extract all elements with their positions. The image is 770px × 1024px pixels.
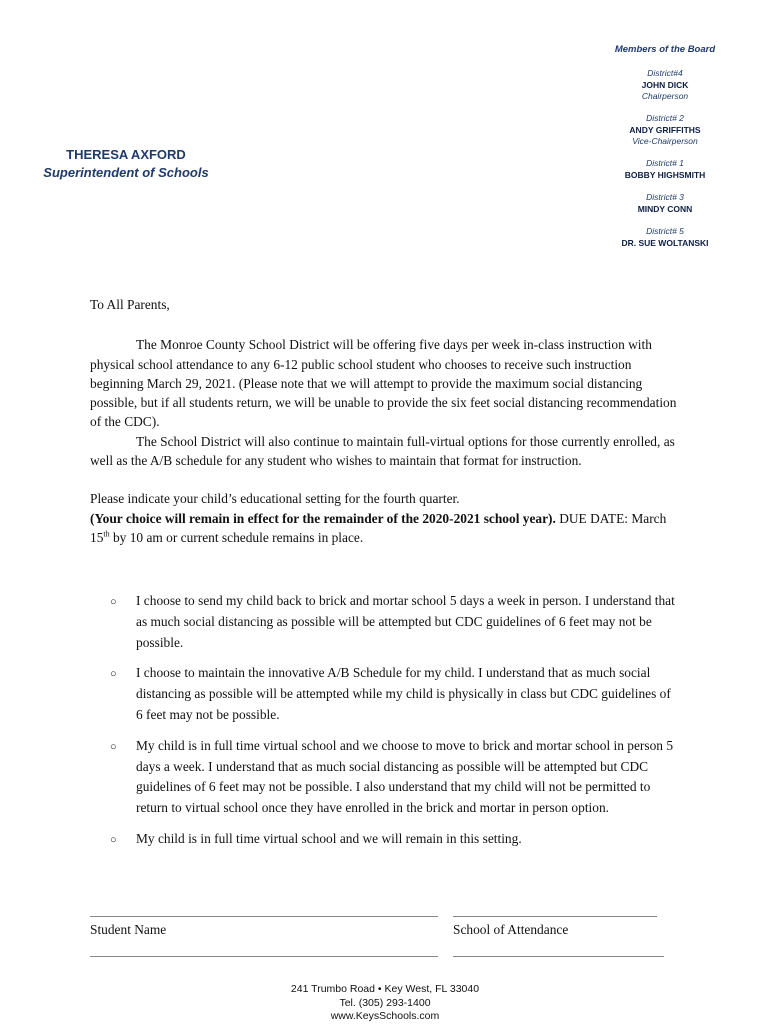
school-label: School of Attendance [453,922,569,937]
member-district: District# 1 [646,158,684,168]
member-role: Chairperson [641,91,689,101]
instruction-line: Please indicate your child’s educational setting for the fourth quarter. [90,491,460,507]
setting-options-list [110,591,680,851]
member-district: District# 3 [646,192,684,202]
due-date-notice [90,509,680,548]
radio-circle-icon[interactable]: ○ [110,668,117,681]
paragraph-virtual-options: The School District will also continue to maintain full-virtual options for those currently enrolled, as well as the A/B schedule for any student who wishes to maintain that format for instruction. [90,433,675,469]
board-member [580,192,750,215]
radio-circle-icon[interactable]: ○ [110,740,117,753]
choice-effect-note: (Your choice will remain in effect for the remainder of the 2020-2021 school year). [90,510,556,526]
parent-signature-line[interactable] [90,956,438,957]
superintendent-name: THERESA AXFORD [66,147,186,162]
footer-city: Key West, FL 33040 [384,983,480,995]
option-text: I choose to send my child back to brick and mortar school 5 days a week in person. I understand that as much social distancing as possible will be attempted but CDC guidelines of 6 feet may not be possible. [136,593,675,650]
option-virtual-to-brick[interactable] [110,736,680,819]
footer-phone: Tel. (305) 293-1400 [339,996,431,1009]
board-member [580,158,750,181]
member-role: Vice-Chairperson [632,136,698,146]
student-name-line[interactable] [90,916,438,917]
member-district: District#4 [647,68,683,78]
board-member [580,68,750,102]
member-name: MINDY CONN [637,204,693,214]
letter-body [90,295,680,547]
option-text: My child is in full time virtual school and we choose to move to brick and mortar school in person 5 days a week. I understand that as much social distancing as possible will be attempted but CDC guidelines of 6 feet may not be possible. I also understand that my child will not be permitted to return to virtual school once they have enrolled in the brick and mortar in person option. [136,737,674,816]
option-ab-schedule[interactable] [110,663,680,725]
option-text: I choose to maintain the innovative A/B Schedule for my child. I understand that as much social distancing as possible will be attempted while my child is physically in class but CDC guidelines of 6 feet may not be possible. [136,665,671,722]
school-line[interactable] [453,916,657,917]
date-line[interactable] [453,956,664,957]
member-name: DR. SUE WOLTANSKI [621,238,709,248]
footer [0,983,770,1024]
paragraph-in-class-offer: The Monroe County School District will be offering five days per week in-class instruction with physical school attendance to any 6-12 public school student who chooses to receive such instruction beginning March 29, 2021. (Please note that we will attempt to provide the maximum social distancing possible, but if all students return, we will be unable to provide the six feet social distancing recommendation of the CDC). [90,337,677,430]
member-district: District# 5 [646,226,684,236]
due-date-superscript: th [103,529,110,539]
board-heading: Members of the Board [614,44,716,55]
footer-website: www.KeysSchools.com [330,1010,440,1022]
member-district: District# 2 [646,113,684,123]
board-member [580,226,750,249]
superintendent-block [40,146,212,182]
member-name: JOHN DICK [641,80,689,90]
board-member [580,113,750,147]
option-brick-and-mortar[interactable] [110,591,680,653]
salutation: To All Parents, [90,297,170,312]
board-members-block [580,44,750,260]
option-text: My child is in full time virtual school and we will remain in this setting. [136,830,522,846]
footer-street: 241 Trumbo Road [290,983,375,995]
superintendent-title: Superintendent of Schools [43,165,209,180]
footer-address [0,983,770,997]
footer-separator: • [377,983,382,995]
due-date-suffix: by 10 am or current schedule remains in place. [109,529,364,545]
student-name-label: Student Name [90,922,167,937]
due-date-prefix: DUE DATE: March 15 [90,510,667,545]
member-name: BOBBY HIGHSMITH [624,170,706,180]
member-name: ANDY GRIFFITHS [629,125,701,135]
option-remain-virtual[interactable] [110,829,680,851]
radio-circle-icon[interactable]: ○ [110,833,117,846]
radio-circle-icon[interactable]: ○ [110,596,117,608]
